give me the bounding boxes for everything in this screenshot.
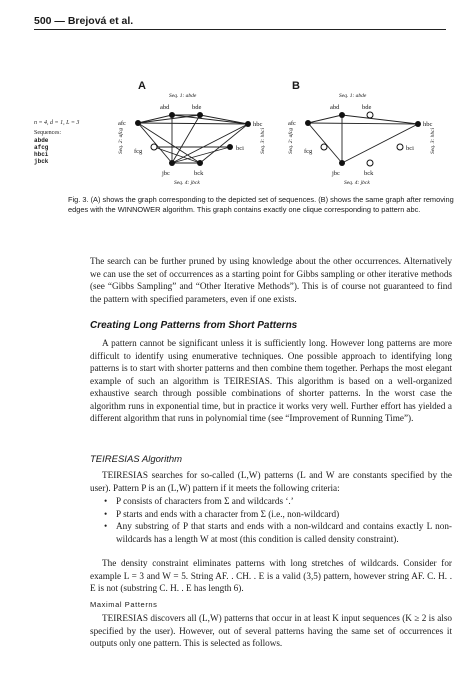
label-fcg: fcg xyxy=(304,148,313,155)
node-bci xyxy=(227,144,233,150)
graph-a-nodes xyxy=(135,112,251,166)
label-fcg: fcg xyxy=(134,148,143,155)
label-afc: afc xyxy=(288,120,296,127)
heading-maximal-patterns: Maximal Patterns xyxy=(90,600,158,609)
sequence-2: afcg xyxy=(34,144,49,151)
node-hbc xyxy=(415,121,421,127)
sequence-1: abde xyxy=(34,137,49,144)
sequences-label: Sequences: xyxy=(34,130,61,136)
graph-a xyxy=(112,90,272,186)
node-jbc xyxy=(169,160,175,166)
label-bck: bck xyxy=(364,170,374,177)
panel-a-label: A xyxy=(138,80,146,92)
paragraph-4 xyxy=(90,557,452,595)
node-hbc xyxy=(245,121,251,127)
list-item: • P starts and ends with a character from Σ (i.e., non-wildcard) xyxy=(104,508,452,521)
paragraph-3-text: TEIRESIAS searches for so-called (L,W) patterns (L and W are constants specified by the user). Pattern P is an (L,W) pattern if it meets the following criteria: xyxy=(90,470,452,493)
label-abd: abd xyxy=(330,104,340,111)
label-bde: bde xyxy=(192,104,202,111)
list-item: • Any substring of P that starts and ends with a non-wildcard and contains exactly L non-wildcards has a length W at most (this condition is called density constraint). xyxy=(104,520,452,545)
node-bde xyxy=(197,112,203,118)
node-abd xyxy=(169,112,175,118)
panel-b-label: B xyxy=(292,80,300,92)
node-jbc xyxy=(339,160,345,166)
paragraph-2 xyxy=(90,337,452,425)
paragraph-1-text: The search can be further pruned by using knowledge about the other occurrences. Alternatively we can use the set of occurrences as a starting point for Gibbs sampling or other iterative methods (see “Gibbs Sampling” and “Other Iterative Methods”). This is of course not guaranteed to find the pattern with specified parameters, even if one exists. xyxy=(90,256,452,304)
list-item: • P consists of characters from Σ and wildcards ‘.’ xyxy=(104,495,452,508)
node-afc xyxy=(135,120,141,126)
paragraph-4-text: The density constraint eliminates patterns with long stretches of wildcards. Consider for example L = 3 and W = 5. String AF. . CH. . E is a valid (3,5) pattern, however string AF. C. H. . E is not (substring C. H. . E has length 6). xyxy=(90,558,452,593)
seq4-label: Seq. 4: jbck xyxy=(174,180,200,186)
graph-b-edges xyxy=(308,115,418,163)
paragraph-2-text: A pattern cannot be significant unless it is sufficiently long. However long patterns are more difficult to identify using enumerative techniques. One possible approach to identifying long patterns is to start with shorter patterns and then combine them together. Perhaps the most elegant example of such an algorithm is TEIRESIAS. This algorithm is based on a well-organized exhaustive search through possible combinations of shorter patterns. In the worst case the algorithm runs in exponential time, but in practice it works very well. Further effort has yielded a different algorithm that runs in polynomial time (see “Improvement of Running Time”). xyxy=(90,338,452,423)
label-bck: bck xyxy=(194,170,204,177)
seq3-label: Seq. 3: hbci xyxy=(430,127,436,154)
label-abd: abd xyxy=(160,104,170,111)
seq3-label: Seq. 3: hbci xyxy=(260,127,266,154)
label-bci: bci xyxy=(406,145,414,152)
figure-params: n = 4, d = 1, L = 3 xyxy=(34,120,80,126)
graph-a-edges xyxy=(138,115,248,163)
node-bck xyxy=(367,160,373,166)
heading-long-patterns: Creating Long Patterns from Short Patterns xyxy=(90,320,298,331)
node-afc xyxy=(305,120,311,126)
seq2-label: Seq. 2: afcg xyxy=(288,127,294,154)
seq1-label: Seq. 1: abde xyxy=(339,93,367,99)
seq4-label: Seq. 4: jbck xyxy=(344,180,370,186)
heading-teiresias: TEIRESIAS Algorithm xyxy=(90,454,183,465)
node-bci xyxy=(397,144,403,150)
label-bci: bci xyxy=(236,145,244,152)
running-header: 500 — Brejová et al. xyxy=(34,15,134,27)
label-hbc: hbc xyxy=(253,121,263,128)
label-hbc: hbc xyxy=(423,121,433,128)
graph-b xyxy=(282,90,442,186)
node-fcg xyxy=(321,144,327,150)
label-jbc: jbc xyxy=(332,170,340,177)
node-bde xyxy=(367,112,373,118)
label-jbc: jbc xyxy=(162,170,170,177)
sequence-4: jbck xyxy=(34,158,49,165)
graph-b-nodes xyxy=(305,112,421,166)
node-fcg xyxy=(151,144,157,150)
seq1-label: Seq. 1: abde xyxy=(169,93,197,99)
criteria-list xyxy=(104,495,452,545)
label-afc: afc xyxy=(118,120,126,127)
node-abd xyxy=(339,112,345,118)
header-rule xyxy=(34,29,446,30)
figure-caption: Fig. 3. (A) shows the graph corresponding to the depicted set of sequences. (B) shows the same graph after removing edges with the WINNOWER algorithm. This graph contains exactly one clique corresponding to pattern abc. xyxy=(68,195,454,214)
paragraph-3 xyxy=(90,469,452,494)
seq2-label: Seq. 2: afcg xyxy=(118,127,124,154)
paragraph-1 xyxy=(90,255,452,305)
node-bck xyxy=(197,160,203,166)
paragraph-5-text: TEIRESIAS discovers all (L,W) patterns that occur in at least K input sequences (K ≥ 2 is also specified by the user). However, out of several patterns having the same set of occurrences it outputs only one pattern. This is selected as follows. xyxy=(90,613,452,648)
paragraph-5 xyxy=(90,612,452,650)
sequence-3: hbci xyxy=(34,151,49,158)
label-bde: bde xyxy=(362,104,372,111)
